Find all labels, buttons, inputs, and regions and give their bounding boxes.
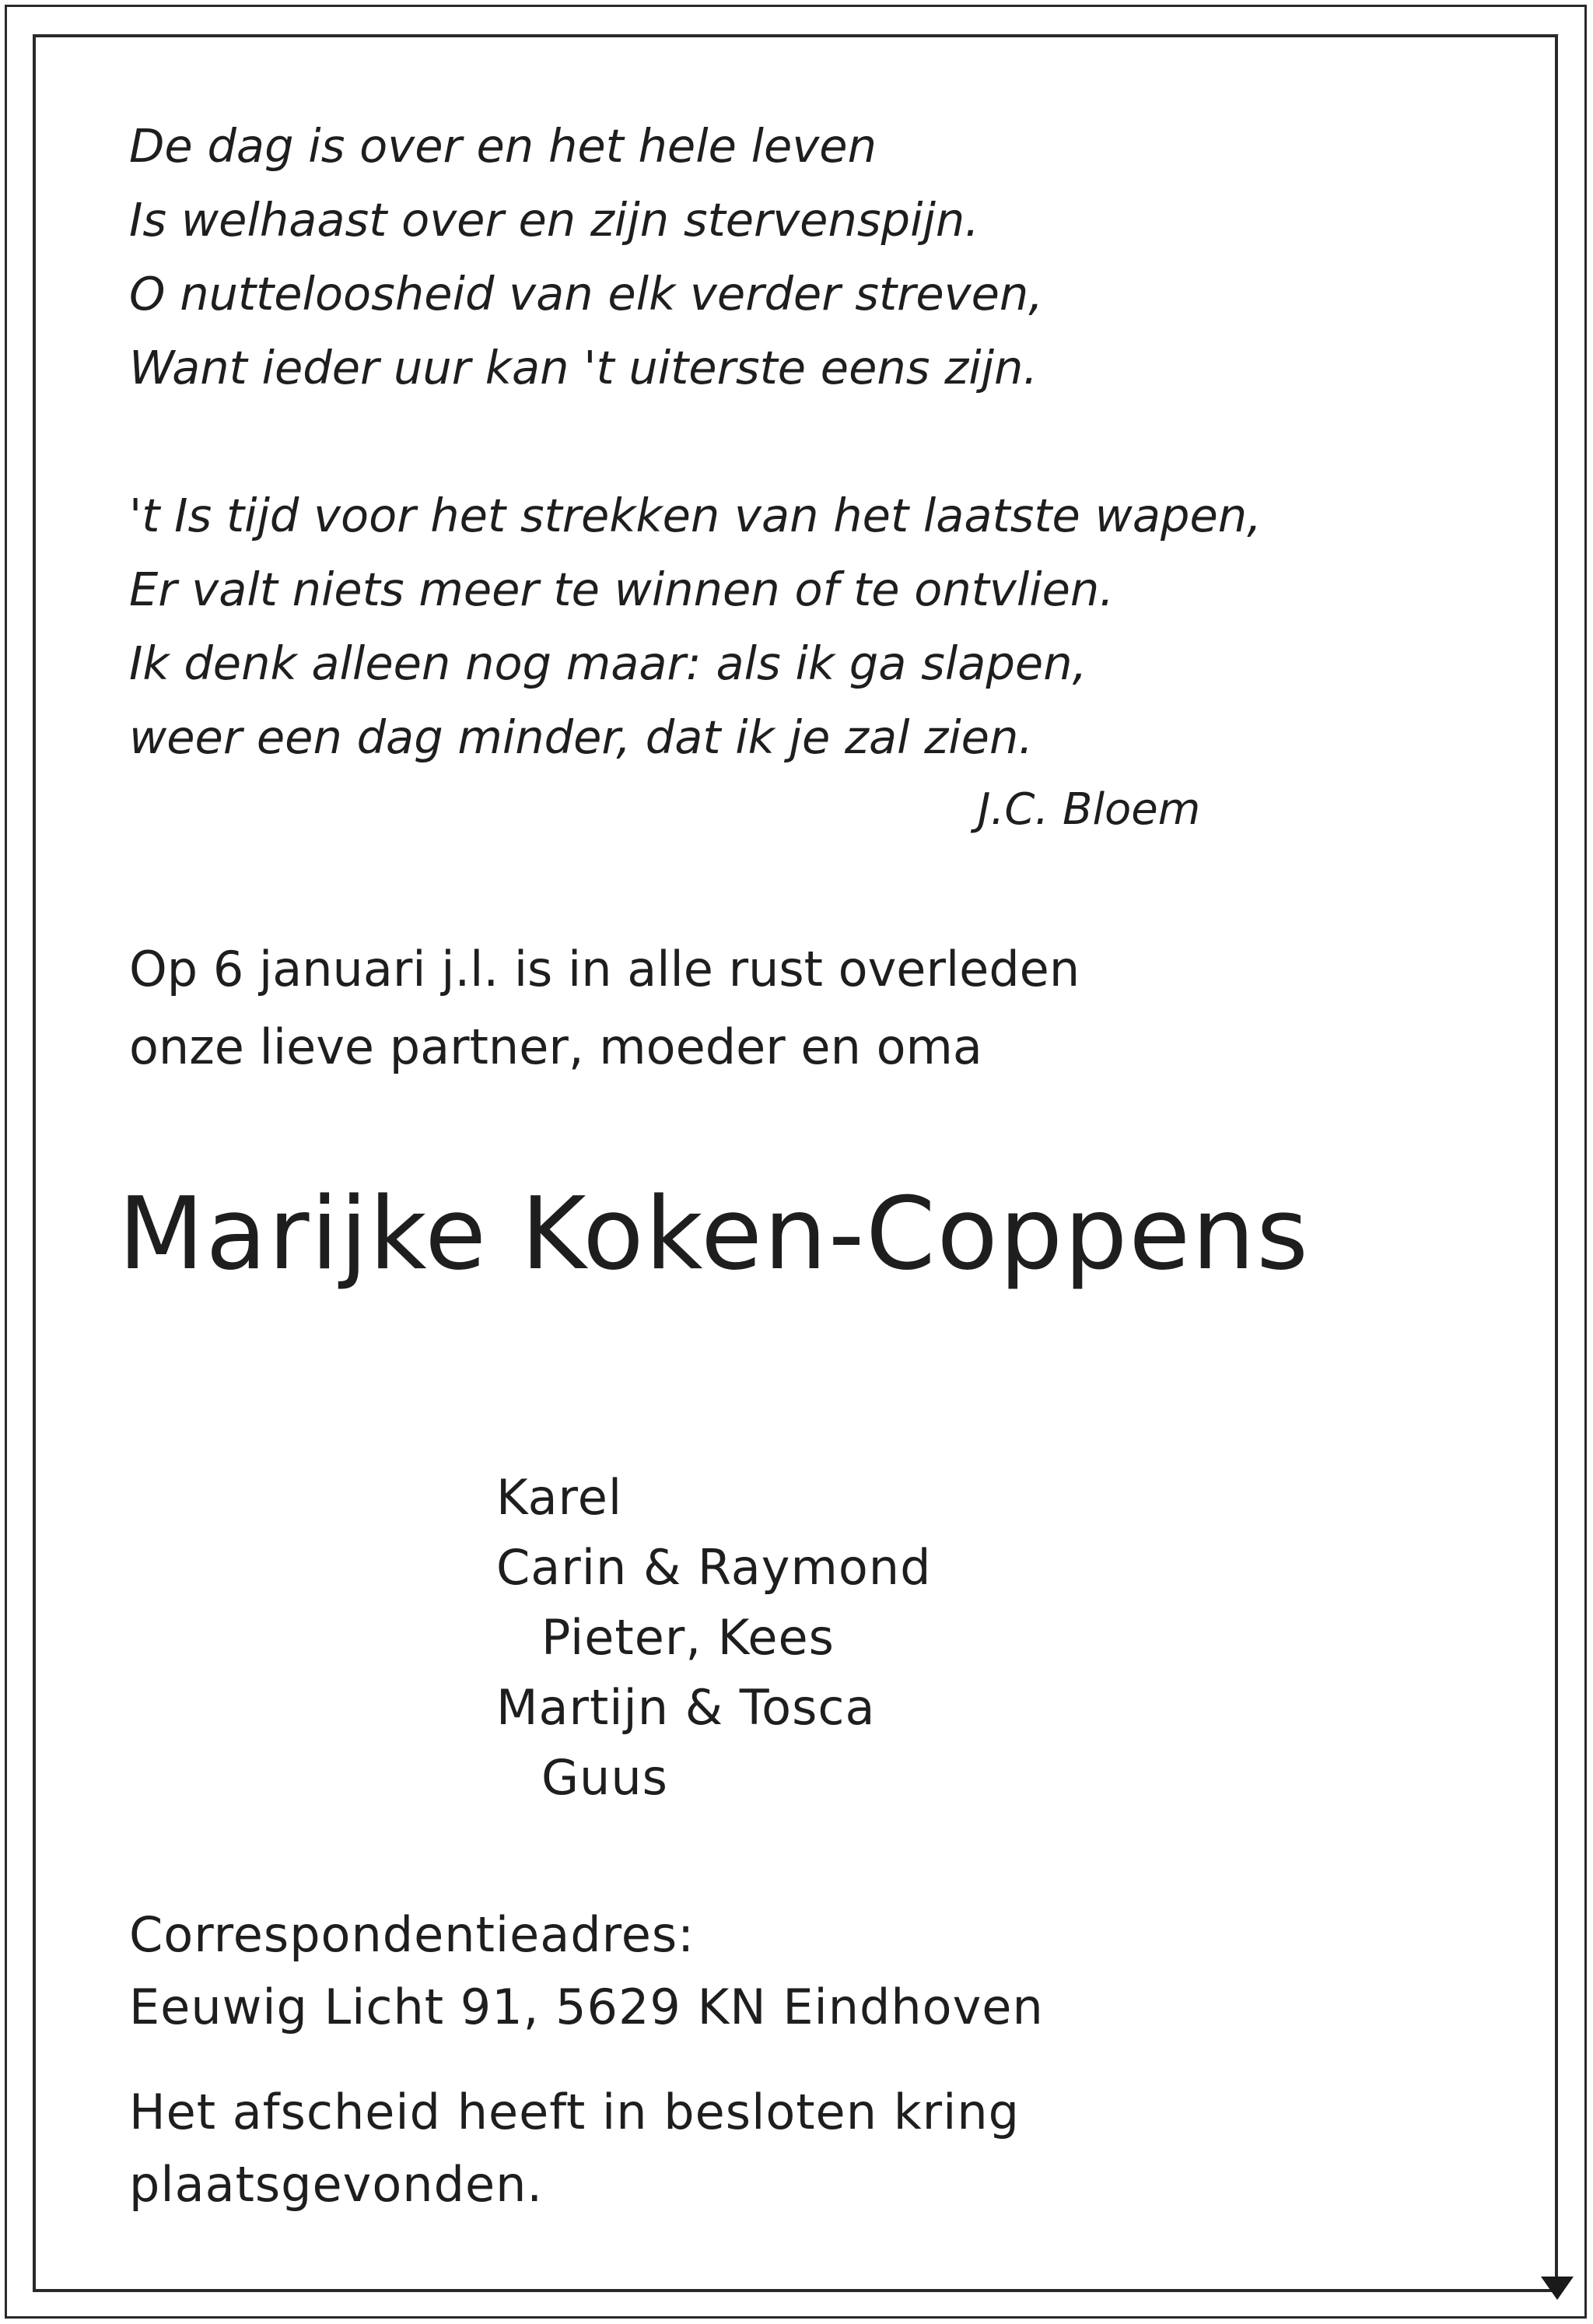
family-member: Karel [496, 1469, 623, 1526]
farewell-line: Het afscheid heeft in besloten kring [129, 2084, 1020, 2140]
correspondence [129, 1898, 1044, 2043]
poem [129, 109, 1374, 774]
poem-line: Ik denk alleen nog maar: als ik ga slapen, [129, 636, 1087, 690]
stanza-gap [129, 405, 1374, 478]
farewell-line: plaatsgevonden. [129, 2156, 544, 2213]
arrow-down-icon[interactable] [1541, 2277, 1574, 2300]
correspondence-label: Correspondentieadres: [129, 1906, 695, 1963]
poem-line: O nutteloosheid van elk verder streven, [129, 267, 1044, 321]
family-member: Guus [541, 1749, 668, 1806]
family-member: Carin & Raymond [496, 1539, 932, 1596]
poem-line: Er valt niets meer te winnen of te ontvlien. [129, 563, 1115, 616]
poem-line: Is welhaast over en zijn stervenspijn. [129, 193, 979, 247]
farewell-note [129, 2076, 1020, 2221]
family-member: Pieter, Kees [541, 1609, 835, 1666]
deceased-name: Marijke Koken-Coppens [118, 1176, 1310, 1292]
announcement [129, 931, 1080, 1086]
poem-author: J.C. Bloem [978, 784, 1201, 835]
family-list [496, 1463, 931, 1813]
poem-line: 't Is tijd voor het strekken van het laatste wapen, [129, 489, 1262, 542]
poem-line: Want ieder uur kan 't uiterste eens zijn. [129, 341, 1038, 394]
correspondence-address: Eeuwig Licht 91, 5629 KN Eindhoven [129, 1979, 1044, 2035]
poem-line: De dag is over en het hele leven [129, 119, 877, 173]
family-member: Martijn & Tosca [496, 1679, 876, 1736]
announcement-line: Op 6 januari j.l. is in alle rust overleden [129, 941, 1080, 997]
announcement-line: onze lieve partner, moeder en oma [129, 1018, 982, 1075]
scroll-track[interactable] [1555, 34, 1558, 2280]
poem-line: weer een dag minder, dat ik je zal zien. [129, 710, 1034, 764]
